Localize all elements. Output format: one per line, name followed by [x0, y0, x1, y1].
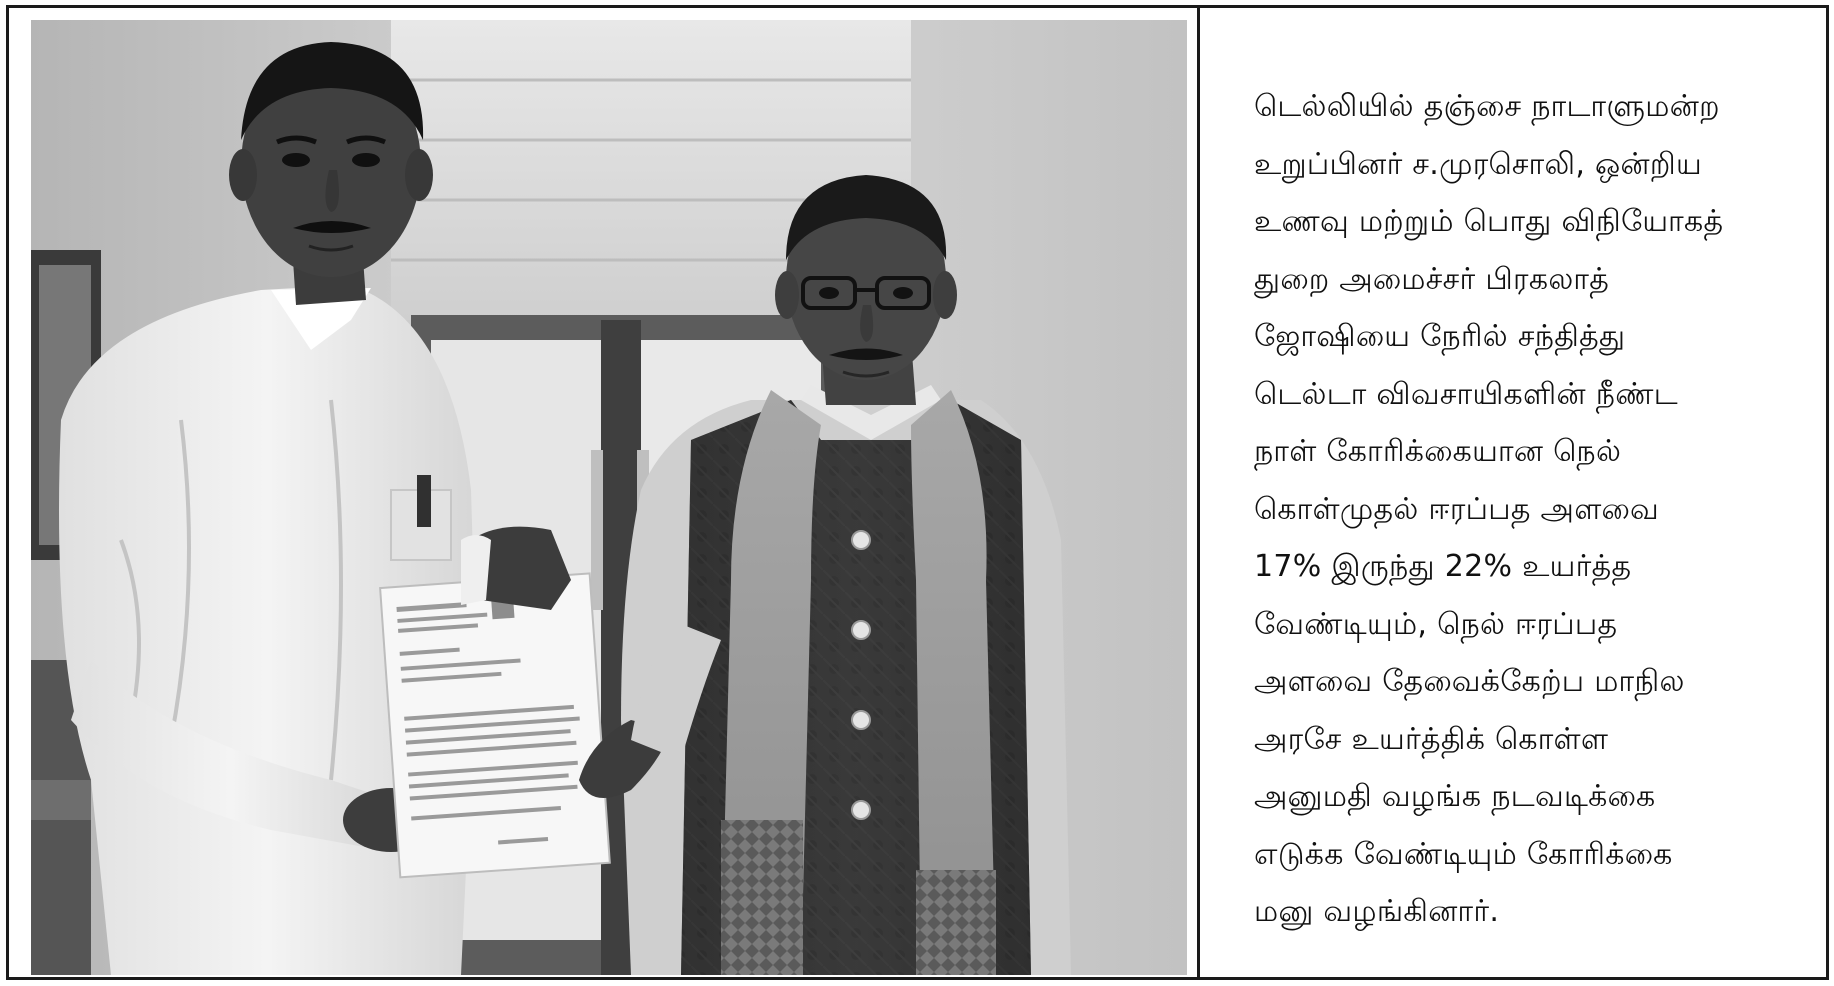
caption-line: அரசே உயர்த்திக் கொள்ள [1254, 721, 1609, 757]
caption-line: மனு வழங்கினார். [1254, 894, 1500, 929]
photo-illustration [31, 20, 1187, 975]
caption-line: உறுப்பினர் ச.முரசொலி, ஒன்றிய [1254, 146, 1702, 182]
caption-line: உணவு மற்றும் பொது விநியோகத் [1254, 204, 1724, 239]
column-divider [1197, 8, 1200, 977]
caption-line: டெல்லியில் தஞ்சை நாடாளுமன்ற [1254, 89, 1720, 124]
news-photo [31, 20, 1187, 975]
caption-line: எடுக்க வேண்டியும் கோரிக்கை [1254, 836, 1673, 872]
caption-line: துறை அமைச்சர் பிரகலாத் [1254, 261, 1610, 297]
caption-line: நாள் கோரிக்கையான நெல் [1254, 434, 1622, 469]
caption-line: அளவை தேவைக்கேற்ப மாநில [1254, 664, 1685, 699]
news-clipping [6, 5, 1829, 980]
caption-line: டெல்டா விவசாயிகளின் நீண்ட [1254, 376, 1678, 412]
caption-line: அனுமதி வழங்க நடவடிக்கை [1254, 779, 1656, 814]
caption-line: வேண்டியும், நெல் ஈரப்பத [1254, 606, 1618, 642]
caption-line: ஜோஷியை நேரில் சந்தித்து [1254, 319, 1626, 354]
caption-text [1254, 78, 1799, 941]
caption-line: கொள்முதல் ஈரப்பத அளவை [1254, 491, 1659, 527]
caption-line: 17% இருந்து 22% உயர்த்த [1254, 549, 1632, 584]
